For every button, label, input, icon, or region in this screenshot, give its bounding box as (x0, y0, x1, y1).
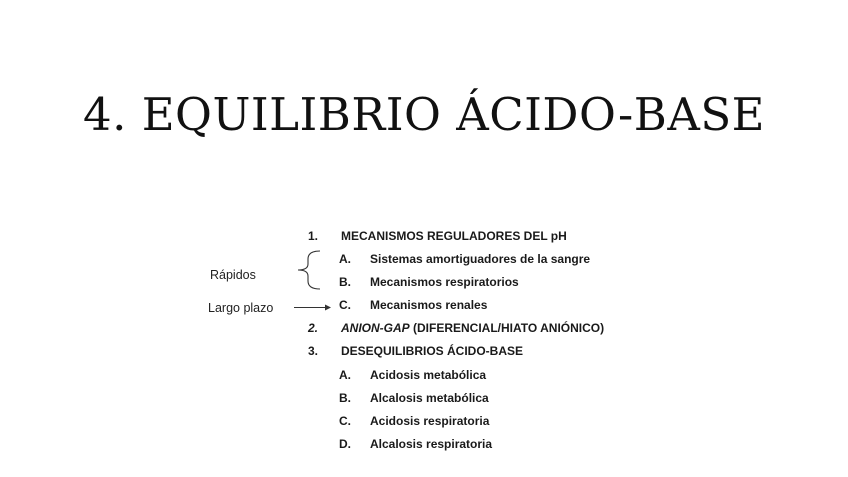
rapid-label: Rápidos (210, 268, 256, 282)
item-text: (DIFERENCIAL/HIATO ANIÓNICO) (409, 321, 605, 335)
subitem-letter: B. (339, 275, 351, 289)
slide-title: 4. EQUILIBRIO ÁCIDO-BASE (82, 88, 766, 141)
anion-gap-term: ANION-GAP (341, 321, 410, 335)
subitem-letter: C. (339, 298, 351, 312)
curly-brace-icon (298, 251, 320, 289)
arrow-right-icon (325, 305, 331, 311)
item-text: MECANISMOS REGULADORES DEL pH (341, 229, 567, 243)
subitem-text: Mecanismos respiratorios (370, 275, 519, 289)
subitem-letter: D. (339, 437, 351, 451)
subitem-letter: C. (339, 414, 351, 428)
subitem-text: Alcalosis metabólica (370, 391, 489, 405)
item-text: DESEQUILIBRIOS ÁCIDO-BASE (341, 344, 524, 358)
subitem-text: Acidosis respiratoria (370, 414, 490, 428)
item-number: 3. (308, 344, 319, 358)
subitem-letter: A. (339, 252, 351, 266)
subitem-text: Alcalosis respiratoria (370, 437, 493, 451)
item-number: 1. (308, 229, 319, 243)
subitem-letter: A. (339, 368, 351, 382)
subitem-text: Sistemas amortiguadores de la sangre (370, 252, 591, 266)
subitem-text: Acidosis metabólica (370, 368, 487, 382)
item-number: 2. (308, 321, 319, 335)
long-term-label: Largo plazo (208, 301, 274, 315)
subitem-letter: B. (339, 391, 351, 405)
subitem-text: Mecanismos renales (370, 298, 488, 312)
